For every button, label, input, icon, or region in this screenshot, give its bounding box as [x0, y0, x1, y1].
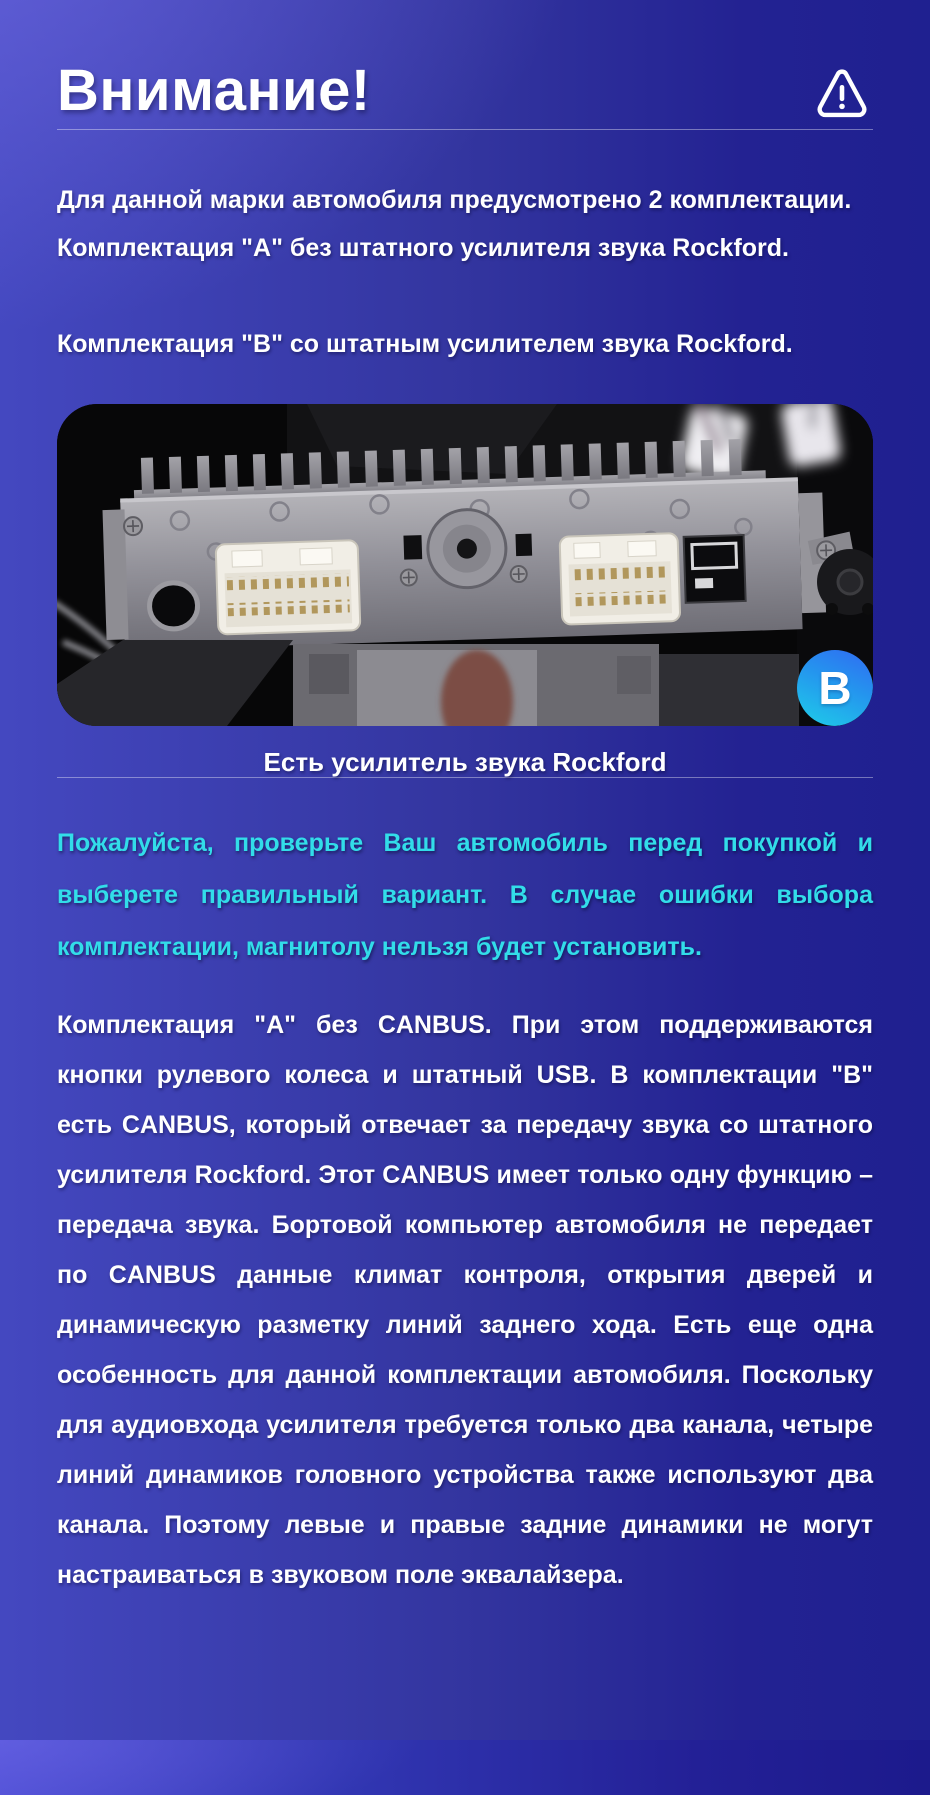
configuration-details-text: Комплектация "A" без CANBUS. При этом поддерживаются кнопки рулевого колеса и штатный USB. В комплектации "B" есть CANBUS, который отвечает за передачу звука со штатного усилителя Rockford. Этот CANBUS имеет только одну функцию – передача звука. Бортовой компьютер автомобиля не передает по CANBUS данные климат контроля, открытия дверей и динамическую разметку линий заднего хода. Есть еще одна особенность для данной комплектации автомобиля. Поскольку для аудиовхода усилителя требуется только два канала, четыре линий динамиков головного устройства также используют два канала. Поэтому левые и правые задние динамики не могут настраиваться в звуковом поле эквалайзера. — [57, 1011, 873, 1589]
variant-b-letter: B — [818, 662, 852, 714]
stereo-rear-photo — [57, 404, 873, 726]
intro-paragraph-1: Для данной марки автомобиля предусмотрено 2 комплектации. Комплектация "A" без штатного усилителя звука Rockford. — [57, 186, 852, 262]
header — [57, 0, 873, 129]
variant-b-badge — [797, 650, 873, 726]
page-title: Внимание! — [57, 58, 371, 123]
next-section-edge — [0, 1740, 930, 1795]
purchase-warning-text: Пожалуйста, проверьте Ваш автомобиль перед покупкой и выберете правильный вариант. В случае ошибки выбора комплектации, магнитолу нельзя будет установить. — [57, 829, 873, 961]
divider-middle — [57, 777, 873, 778]
stereo-photo-illustration — [57, 404, 873, 726]
warning-triangle-icon — [813, 66, 871, 129]
photo-caption: Есть усилитель звука Rockford — [263, 747, 667, 777]
intro-paragraph-2: Комплектация "B" со штатным усилителем звука Rockford. — [57, 330, 793, 358]
divider-top — [57, 129, 873, 130]
